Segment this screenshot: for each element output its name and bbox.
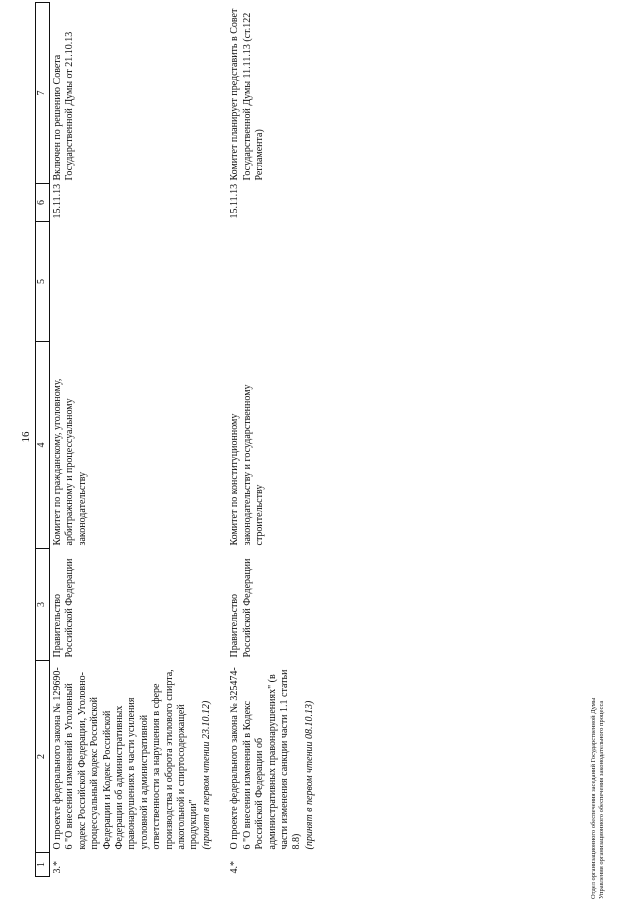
bill-reading-note: (принят в первом чтении 23.10.12) [200,700,212,850]
bill-reading-note: (принят в первом чтении 08.10.13) [303,700,315,850]
bill-title: О проекте федерального закона № 325474-6 "О внесении изменений в Кодекс Российской Федерации об административных правонарушениях" (в части изменения санкции части 1.1 статьи 8.8) [229,667,303,850]
responsible-committee: Комитет по конституционному законодательству и государственному строительству [229,384,266,546]
header-row [36,3,50,877]
consideration-date: 15.11.13 [52,183,63,219]
column-5-cell [227,222,318,342]
footer-line: Отдел организационного обеспечения заседаний Государственной Думы [590,697,597,899]
table-row [50,3,228,877]
header-cell-5: 5 [36,222,50,342]
column-5-cell [50,222,228,342]
page-number: 16 [20,431,32,443]
table-row [227,3,318,877]
row-number: 4.* [229,861,241,874]
header-cell-1: 1 [36,853,50,877]
header-cell-4: 4 [36,342,50,549]
header-cell-2: 2 [36,661,50,853]
bill-author: Правительство Российской Федерации [229,558,253,658]
header-cell-7: 7 [36,3,50,184]
consideration-date: 15.11.13 [229,183,241,219]
bill-cell [50,661,228,853]
footer [590,698,606,899]
bill-cell [227,661,318,853]
header-cell-6: 6 [36,184,50,222]
footer-line: Управления организационного обеспечения законодательного процесса [598,700,605,899]
agenda-table [35,2,318,877]
responsible-committee: Комитет по гражданскому, уголовному, арбитражному и процессуальному законодательству [52,378,88,546]
bill-author: Правительство Российской Федерации [52,558,76,658]
bill-title: О проекте федерального закона № 129690-6 "О внесении изменений в Уголовный кодекс Российской Федерации, Уголовно-процессуальный кодекс Российской Федерации и Кодекс Российской Федерации об административных правонарушениях в части усиления уголовной и административной ответственности за нарушения в сфере производства и оборота этилового спирта, алкогольной и спиртосодержащей продукции" [52,667,200,850]
remark: Включен по решению Совета Государственной Думы от 21.10.13 [52,31,76,181]
header-cell-3: 3 [36,549,50,661]
remark: Комитет планирует представить в Совет Государственной Думы 11.11.13 (ст.122 Регламента) [229,8,266,181]
row-number: 3.* [52,861,63,874]
